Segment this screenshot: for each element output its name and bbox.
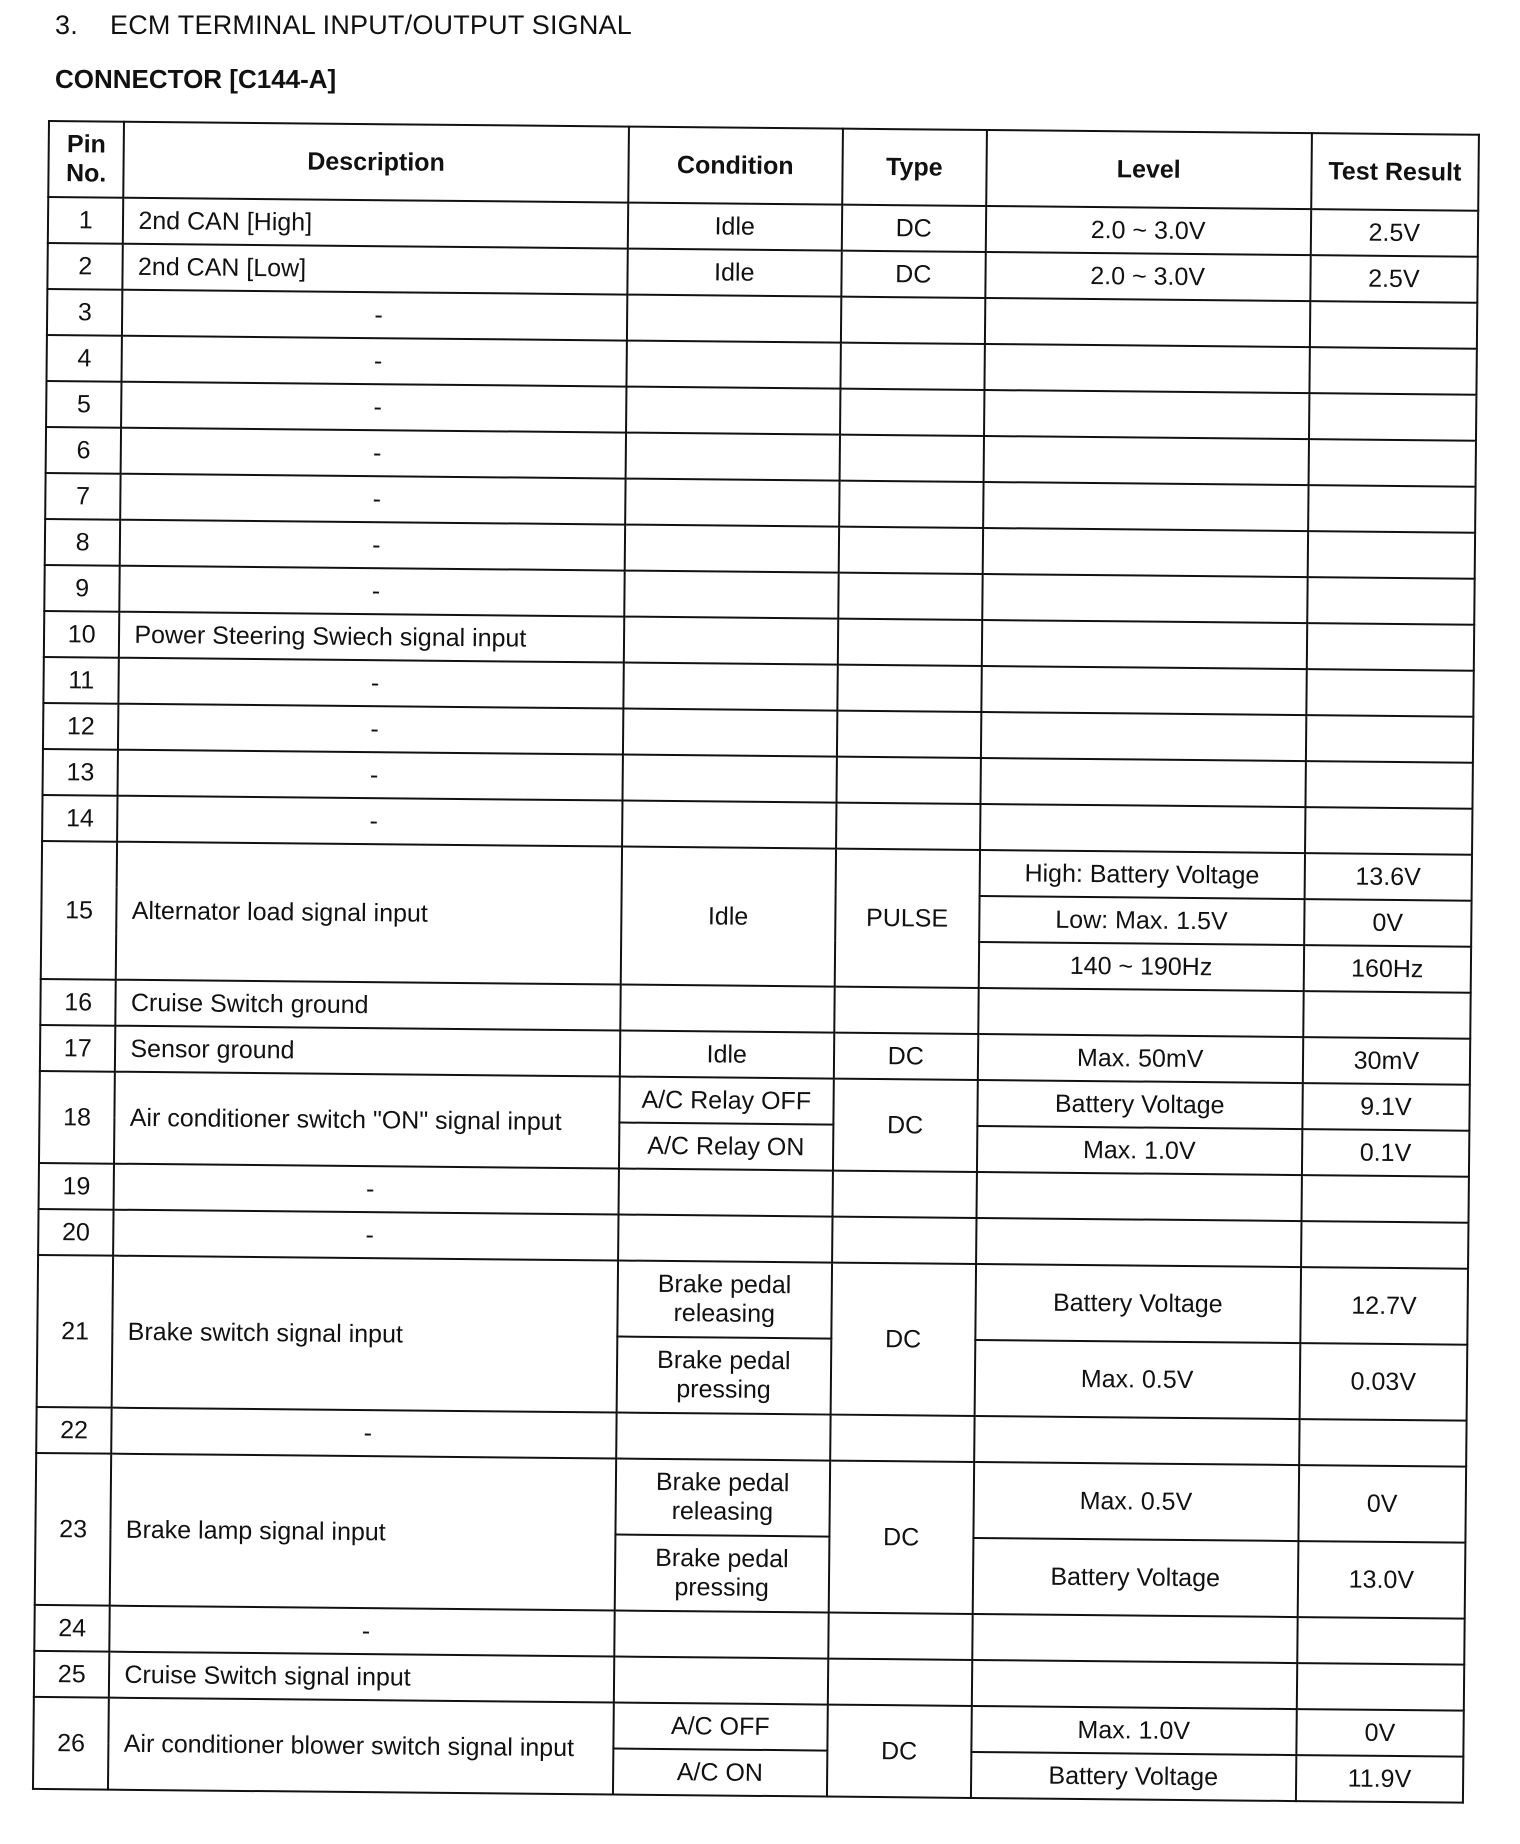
pin-cell: 12 xyxy=(43,703,119,750)
level-cell: Max. 0.5V xyxy=(974,1340,1300,1419)
level-cell xyxy=(984,344,1310,393)
type-cell: PULSE xyxy=(835,849,980,988)
type-cell xyxy=(828,1659,972,1706)
type-cell xyxy=(832,1217,976,1264)
test-result-cell xyxy=(1297,1617,1465,1665)
condition-cell: Idle xyxy=(619,1031,834,1079)
pin-cell: 4 xyxy=(46,335,122,382)
type-cell xyxy=(836,757,980,804)
description-cell: Alternator load signal input xyxy=(116,842,621,985)
condition-cell xyxy=(626,387,841,435)
pin-cell: 13 xyxy=(43,749,119,796)
level-cell: Low: Max. 1.5V xyxy=(979,896,1305,945)
condition-cell: A/C Relay OFF xyxy=(619,1077,834,1125)
table-header-row xyxy=(48,121,1479,211)
description-cell: - xyxy=(114,1164,619,1215)
condition-cell: Idle xyxy=(620,847,836,987)
type-cell: DC xyxy=(827,1705,972,1798)
type-cell xyxy=(839,435,983,482)
condition-cell xyxy=(623,663,838,711)
level-cell: Max. 0.5V xyxy=(973,1462,1299,1541)
level-cell xyxy=(982,528,1308,577)
test-result-cell xyxy=(1305,807,1473,855)
description-cell: Sensor ground xyxy=(115,1026,620,1077)
pin-cell: 10 xyxy=(44,611,120,658)
condition-cell xyxy=(618,1169,833,1217)
pin-cell: 2 xyxy=(47,243,123,290)
test-result-cell: 0V xyxy=(1304,899,1472,947)
condition-cell: Idle xyxy=(627,249,842,297)
description-cell: - xyxy=(110,1606,615,1657)
condition-cell: Idle xyxy=(627,203,842,251)
description-cell: - xyxy=(118,750,623,801)
test-result-cell xyxy=(1309,347,1477,395)
level-cell: Max. 1.0V xyxy=(971,1706,1297,1755)
pin-cell: 8 xyxy=(45,519,121,566)
level-cell xyxy=(980,804,1306,853)
level-cell xyxy=(983,436,1309,485)
condition-cell xyxy=(626,341,841,389)
type-cell: DC xyxy=(829,1461,974,1614)
type-cell xyxy=(830,1415,974,1462)
condition-cell: Brake pedal releasing xyxy=(617,1261,832,1339)
test-result-cell: 9.1V xyxy=(1302,1083,1470,1131)
condition-cell xyxy=(618,1215,833,1263)
test-result-cell xyxy=(1303,991,1471,1039)
pin-cell: 7 xyxy=(45,473,121,520)
condition-cell xyxy=(616,1413,831,1461)
test-result-cell xyxy=(1307,531,1475,579)
type-cell xyxy=(838,573,982,620)
pin-cell: 21 xyxy=(37,1255,114,1408)
type-cell xyxy=(841,297,985,344)
pin-cell: 22 xyxy=(36,1407,112,1454)
description-cell: Brake lamp signal input xyxy=(110,1454,616,1611)
type-cell: DC xyxy=(830,1263,975,1416)
description-cell: Air conditioner switch "ON" signal input xyxy=(114,1072,619,1169)
description-cell: Cruise Switch ground xyxy=(116,980,621,1031)
test-result-cell xyxy=(1301,1221,1469,1269)
level-cell: Battery Voltage xyxy=(972,1538,1298,1617)
type-cell xyxy=(839,481,983,528)
description-cell: - xyxy=(120,566,625,617)
pin-cell: 17 xyxy=(40,1025,116,1072)
type-cell xyxy=(838,619,982,666)
level-cell xyxy=(984,390,1310,439)
pin-cell: 3 xyxy=(47,289,123,336)
level-cell: High: Battery Voltage xyxy=(979,850,1305,899)
level-cell: Battery Voltage xyxy=(971,1752,1297,1801)
description-cell: - xyxy=(121,382,626,433)
pin-cell: 26 xyxy=(33,1697,109,1790)
level-cell xyxy=(983,482,1309,531)
description-cell: - xyxy=(120,520,625,571)
test-result-cell xyxy=(1308,439,1476,487)
test-result-cell: 12.7V xyxy=(1300,1267,1468,1345)
level-cell: 2.0 ~ 3.0V xyxy=(985,252,1311,301)
type-cell xyxy=(839,527,983,574)
description-cell: - xyxy=(121,428,626,479)
pin-cell: 16 xyxy=(40,979,116,1026)
type-cell xyxy=(837,665,981,712)
level-cell xyxy=(981,712,1307,761)
section-number: 3. xyxy=(55,10,78,40)
pin-cell: 5 xyxy=(46,381,122,428)
description-cell: Power Steering Swiech signal input xyxy=(119,612,624,663)
test-result-cell xyxy=(1305,761,1473,809)
condition-cell xyxy=(624,571,839,619)
condition-cell: Brake pedal pressing xyxy=(614,1535,829,1613)
type-cell xyxy=(834,987,978,1034)
test-result-cell: 30mV xyxy=(1303,1037,1471,1085)
level-cell: Battery Voltage xyxy=(977,1080,1303,1129)
pin-cell: 11 xyxy=(43,657,119,704)
test-result-cell: 2.5V xyxy=(1310,255,1478,303)
condition-cell xyxy=(613,1657,828,1705)
pin-cell: 18 xyxy=(39,1071,115,1164)
condition-cell: Brake pedal pressing xyxy=(616,1337,831,1415)
pin-cell: 15 xyxy=(41,841,118,980)
condition-cell xyxy=(625,433,840,481)
description-cell: - xyxy=(122,336,627,387)
description-cell: 2nd CAN [Low] xyxy=(123,244,628,295)
type-cell xyxy=(837,711,981,758)
test-result-cell xyxy=(1306,669,1474,717)
pin-cell: 9 xyxy=(44,565,120,612)
condition-cell xyxy=(622,755,837,803)
header-description: Description xyxy=(124,122,629,203)
type-cell: DC xyxy=(842,205,986,252)
condition-cell xyxy=(620,985,835,1033)
type-cell: DC xyxy=(841,251,985,298)
level-cell xyxy=(981,620,1307,669)
test-result-cell: 13.0V xyxy=(1297,1541,1465,1619)
pin-cell: 23 xyxy=(35,1453,112,1606)
type-cell: DC xyxy=(834,1033,978,1080)
table-body xyxy=(33,197,1478,1803)
pin-cell: 24 xyxy=(34,1605,110,1652)
level-cell xyxy=(981,666,1307,715)
test-result-cell: 0.1V xyxy=(1302,1129,1470,1177)
level-cell xyxy=(982,574,1308,623)
table-row xyxy=(37,1255,1468,1345)
header-condition: Condition xyxy=(628,127,843,205)
level-cell xyxy=(974,1416,1300,1465)
header-type: Type xyxy=(842,129,986,206)
level-cell: Battery Voltage xyxy=(975,1264,1301,1343)
level-cell xyxy=(971,1660,1297,1709)
description-cell: - xyxy=(112,1408,617,1459)
section-title-text: ECM TERMINAL INPUT/OUTPUT SIGNAL xyxy=(110,10,632,40)
test-result-cell xyxy=(1306,715,1474,763)
description-cell: - xyxy=(113,1210,618,1261)
level-cell xyxy=(984,298,1310,347)
pin-cell: 20 xyxy=(38,1209,114,1256)
test-result-cell xyxy=(1306,623,1474,671)
level-cell: 140 ~ 190Hz xyxy=(978,942,1304,991)
test-result-cell: 0.03V xyxy=(1299,1343,1467,1421)
description-cell: Cruise Switch signal input xyxy=(109,1652,614,1703)
description-cell: - xyxy=(117,796,622,847)
test-result-cell xyxy=(1296,1663,1464,1711)
pin-cell: 14 xyxy=(42,795,118,842)
condition-cell xyxy=(622,801,837,849)
test-result-cell xyxy=(1308,485,1476,533)
signal-table xyxy=(32,120,1480,1804)
pin-cell: 25 xyxy=(34,1651,110,1698)
test-result-cell xyxy=(1301,1175,1469,1223)
level-cell: 2.0 ~ 3.0V xyxy=(985,206,1311,255)
condition-cell: A/C Relay ON xyxy=(618,1123,833,1171)
test-result-cell: 0V xyxy=(1298,1465,1466,1543)
condition-cell xyxy=(622,709,837,757)
section-heading xyxy=(55,10,632,41)
level-cell xyxy=(980,758,1306,807)
test-result-cell xyxy=(1310,301,1478,349)
type-cell xyxy=(840,343,984,390)
type-cell xyxy=(836,803,980,850)
description-cell: - xyxy=(122,290,627,341)
level-cell xyxy=(976,1218,1302,1267)
test-result-cell xyxy=(1309,393,1477,441)
description-cell: 2nd CAN [High] xyxy=(123,198,628,249)
condition-cell xyxy=(624,525,839,573)
type-cell xyxy=(840,389,984,436)
condition-cell xyxy=(623,617,838,665)
level-cell: Max. 50mV xyxy=(977,1034,1303,1083)
pin-cell: 19 xyxy=(39,1163,115,1210)
header-pin: Pin No. xyxy=(48,121,124,198)
test-result-cell: 160Hz xyxy=(1303,945,1471,993)
description-cell: - xyxy=(121,474,626,525)
description-cell: - xyxy=(119,658,624,709)
pin-cell: 1 xyxy=(48,197,124,244)
description-cell: Brake switch signal input xyxy=(112,1256,618,1413)
condition-cell: A/C ON xyxy=(612,1748,827,1796)
header-test-result: Test Result xyxy=(1311,133,1479,211)
description-cell: - xyxy=(118,704,623,755)
pin-cell: 6 xyxy=(46,427,122,474)
test-result-cell xyxy=(1307,577,1475,625)
type-cell xyxy=(832,1171,976,1218)
connector-label: CONNECTOR [C144-A] xyxy=(55,64,337,94)
level-cell xyxy=(978,988,1304,1037)
level-cell xyxy=(976,1172,1302,1221)
condition-cell xyxy=(614,1611,829,1659)
test-result-cell xyxy=(1299,1419,1467,1467)
condition-cell xyxy=(626,295,841,343)
header-level: Level xyxy=(986,130,1312,209)
test-result-cell: 11.9V xyxy=(1296,1755,1464,1803)
level-cell: Max. 1.0V xyxy=(977,1126,1303,1175)
test-result-cell: 2.5V xyxy=(1310,209,1478,257)
test-result-cell: 13.6V xyxy=(1304,853,1472,901)
condition-cell: A/C OFF xyxy=(613,1702,828,1750)
test-result-cell: 0V xyxy=(1296,1709,1464,1757)
table-row xyxy=(35,1453,1466,1543)
type-cell: DC xyxy=(833,1079,978,1172)
condition-cell: Brake pedal releasing xyxy=(615,1459,830,1537)
condition-cell xyxy=(625,479,840,527)
description-cell: Air conditioner blower switch signal input xyxy=(108,1698,613,1795)
level-cell xyxy=(972,1614,1298,1663)
type-cell xyxy=(828,1613,972,1660)
